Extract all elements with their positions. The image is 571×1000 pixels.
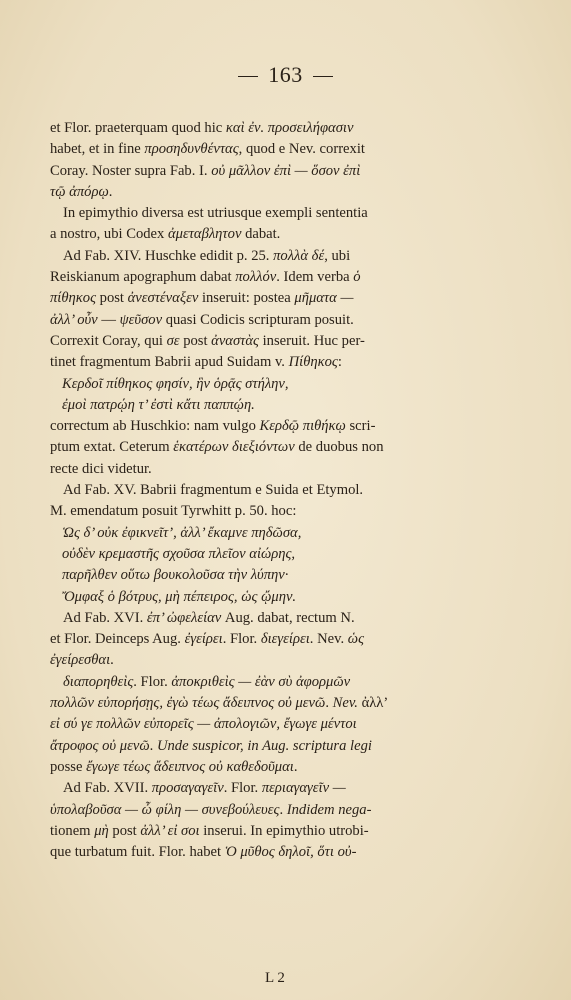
- latin-text: .: [293, 758, 298, 775]
- latin-text: quasi Codicis scripturam posuit.: [162, 311, 354, 328]
- latin-text: post: [96, 290, 128, 307]
- text-line: [50, 246, 532, 267]
- latin-text: de duobus non: [294, 439, 384, 456]
- greek-text: Nev.: [329, 695, 362, 712]
- text-line: [50, 267, 532, 288]
- latin-text: .: [149, 737, 154, 754]
- text-line: [50, 587, 532, 608]
- greek-text: ὁ: [353, 269, 361, 286]
- greek-text: Indidem nega-: [283, 801, 372, 818]
- text-line: [50, 565, 532, 586]
- greek-text: καὶ ἐν. προσειλήφασιν: [225, 120, 354, 136]
- latin-text: —: [97, 311, 120, 328]
- latin-text: inseruit: postea: [198, 290, 295, 307]
- latin-text: habet, et in fine: [50, 141, 145, 158]
- text-line: [50, 118, 532, 139]
- latin-text: . Nev.: [309, 631, 348, 648]
- greek-text: ἀλλ’ εἰ σοι: [140, 822, 200, 839]
- greek-text: Ὁ μῦθος δηλοῖ, ὅτι οὐ-: [224, 844, 357, 861]
- greek-text: εἰ σύ γε πολλῶν εὐπορεῖς — ἀπολογιῶν, ἔγωγε μέντοι: [50, 716, 357, 733]
- text-line: [50, 501, 532, 522]
- greek-text: ἔγωγε τέως ἄδειπνος οὐ καθεδοῦμαι: [86, 758, 294, 775]
- latin-text: scri-: [345, 418, 376, 435]
- greek-text: Κερδῷ πιθήκῳ: [259, 418, 346, 435]
- latin-text: .: [110, 652, 114, 669]
- latin-text: Correxit Coray, qui: [50, 332, 167, 349]
- page-number: 163: [268, 62, 303, 87]
- greek-text: ἑκατέρων διεξιόντων: [173, 439, 295, 456]
- greek-text: ἐγείρεσθαι: [50, 652, 111, 669]
- greek-text: οὐ μᾶλλον ἐπὶ — ὅσον ἐπὶ: [211, 162, 361, 179]
- header-dash-right: [313, 76, 333, 77]
- greek-text: ἐμοὶ πατρῴη τ’ ἐστὶ κἄτι παππῴη.: [62, 396, 255, 413]
- latin-text: M. emendatum posuit Tyrwhitt p. 50. hoc:: [50, 503, 297, 520]
- text-line: [50, 544, 532, 565]
- greek-text: πολλόν: [235, 269, 277, 286]
- greek-text: ἀναστὰς: [211, 332, 259, 349]
- text-line: [50, 480, 532, 501]
- text-line: [50, 523, 532, 544]
- greek-text: πίθηκος: [50, 290, 96, 307]
- latin-text: et Flor. Deinceps Aug.: [50, 631, 185, 648]
- greek-text: μῆματα —: [294, 290, 354, 307]
- text-line: [50, 714, 532, 735]
- latin-text: a nostro, ubi Codex: [50, 226, 168, 243]
- greek-text: ὡς: [347, 631, 364, 648]
- greek-text: ἀλλ’ οὖν: [50, 311, 98, 328]
- text-line: [50, 374, 532, 395]
- greek-text: Ὡς δ’ οὐκ ἐφικνεῖτ’, ἀλλ’ ἔκαμνε πηδῶσα,: [62, 524, 302, 541]
- latin-text: In epimythio diversa est utriusque exempli sententia: [63, 205, 368, 222]
- latin-text: , ubi: [324, 247, 351, 264]
- greek-text: ἐγείρει: [184, 631, 223, 648]
- text-line: [50, 437, 532, 458]
- greek-text: προσηδυνθέντας: [144, 141, 239, 158]
- greek-text: Κερδοῖ πίθηκος φησίν, ἣν ὁρᾷς στήλην,: [62, 375, 289, 392]
- latin-text: ἀλλ’: [361, 695, 389, 712]
- greek-text: διαπορηθεὶς: [63, 673, 134, 690]
- greek-text: ἐπ’ ὠφελείαν: [146, 609, 222, 626]
- latin-text: . Flor.: [133, 673, 172, 690]
- text-line: [50, 288, 532, 309]
- latin-text: inserui. In epimythio utrobi-: [199, 822, 369, 839]
- greek-text: ἀνεστέναξεν: [127, 290, 199, 307]
- greek-text: προσαγαγεῖν: [151, 780, 224, 797]
- text-line: [50, 310, 532, 331]
- greek-text: ὑπολαβοῦσα — ὦ φίλη — συνεβούλευες: [50, 801, 280, 818]
- text-line: [50, 800, 532, 821]
- greek-text: πολλὰ δέ: [273, 247, 325, 264]
- latin-text: post: [108, 822, 141, 839]
- latin-text: .: [279, 801, 284, 818]
- greek-text: ψεῦσον: [119, 311, 163, 328]
- latin-text: Ad Fab. XVI.: [63, 609, 147, 626]
- text-line: [50, 459, 532, 480]
- latin-text: Ad Fab. XIV. Huschke edidit p. 25.: [63, 247, 274, 264]
- latin-text: recte dici videtur.: [50, 460, 152, 477]
- latin-text: . Idem verba: [276, 269, 354, 286]
- latin-text: Coray. Noster supra Fab. I.: [50, 162, 212, 179]
- greek-text: Ὄμφαξ ὁ βότρυς, μὴ πέπειρος, ὡς ᾤμην.: [62, 588, 297, 605]
- text-line: [50, 395, 532, 416]
- body-text: [50, 118, 532, 863]
- page-header: [0, 62, 571, 88]
- latin-text: correctum ab Huschkio: nam vulgo: [50, 418, 260, 435]
- latin-text: et Flor. praeterquam quod hic: [50, 120, 226, 136]
- greek-text: Unde suspicor, in Aug. scriptura legi: [153, 737, 372, 754]
- latin-text: . Flor.: [223, 780, 262, 797]
- text-line: [50, 842, 532, 863]
- greek-text: περιαγαγεῖν —: [261, 780, 346, 797]
- greek-text: οὐδὲν κρεμαστῆς σχοῦσα πλεῖον αἰώρης,: [62, 545, 296, 562]
- latin-text: Ad Fab. XVII.: [63, 780, 152, 797]
- latin-text: , quod e Nev. correxit: [238, 141, 365, 158]
- greek-text: σε: [166, 332, 180, 349]
- text-line: [50, 821, 532, 842]
- latin-text: tionem: [50, 822, 95, 839]
- text-line: [50, 757, 532, 778]
- text-line: [50, 650, 532, 671]
- latin-text: que turbatum fuit. Flor. habet: [50, 844, 225, 861]
- greek-text: πολλῶν εὐπορήσῃς, ἐγὼ τέως ἄδειπνος οὐ μενῶ: [50, 695, 326, 712]
- text-line: [50, 161, 532, 182]
- text-line: [50, 629, 532, 650]
- text-line: [50, 182, 532, 203]
- latin-text: dabat.: [241, 226, 281, 243]
- greek-text: ἀμεταβλητον: [167, 226, 242, 243]
- latin-text: posse: [50, 758, 87, 775]
- latin-text: . Flor.: [222, 631, 261, 648]
- greek-text: παρῆλθεν οὕτω βουκολοῦσα τὴν λύπην·: [62, 567, 289, 584]
- text-line: [50, 778, 532, 799]
- greek-text: διεγείρει: [260, 631, 310, 648]
- latin-text: tinet fragmentum Babrii apud Suidam v.: [50, 354, 289, 371]
- text-line: [50, 352, 532, 373]
- latin-text: Aug. dabat, rectum N.: [221, 609, 355, 626]
- greek-text: μὴ: [94, 822, 109, 839]
- text-line: [50, 736, 532, 757]
- greek-text: ἀποκριθεὶς — ἐὰν σὺ ἀφορμῶν: [171, 673, 351, 690]
- latin-text: Ad Fab. XV. Babrii fragmentum e Suida et Etymol.: [63, 482, 364, 499]
- text-line: [50, 331, 532, 352]
- text-line: [50, 608, 532, 629]
- header-dash-left: [238, 76, 258, 77]
- text-line: [50, 203, 532, 224]
- text-line: [50, 672, 532, 693]
- greek-text: ἄτροφος οὐ μενῶ: [50, 737, 150, 754]
- latin-text: inseruit. Huc per-: [258, 332, 365, 349]
- text-line: [50, 416, 532, 437]
- latin-text: post: [179, 332, 212, 349]
- latin-text: ptum extat. Ceterum: [50, 439, 174, 456]
- greek-text: τῷ ἀπόρῳ: [50, 183, 109, 200]
- latin-text: .: [325, 695, 329, 712]
- signature-mark: L 2: [265, 970, 285, 986]
- greek-text: Πίθηκος: [288, 354, 338, 371]
- latin-text: .: [108, 183, 113, 200]
- text-line: [50, 693, 532, 714]
- latin-text: Reiskianum apographum dabat: [50, 269, 236, 286]
- text-line: [50, 139, 532, 160]
- latin-text: :: [337, 354, 342, 371]
- text-line: [50, 224, 532, 245]
